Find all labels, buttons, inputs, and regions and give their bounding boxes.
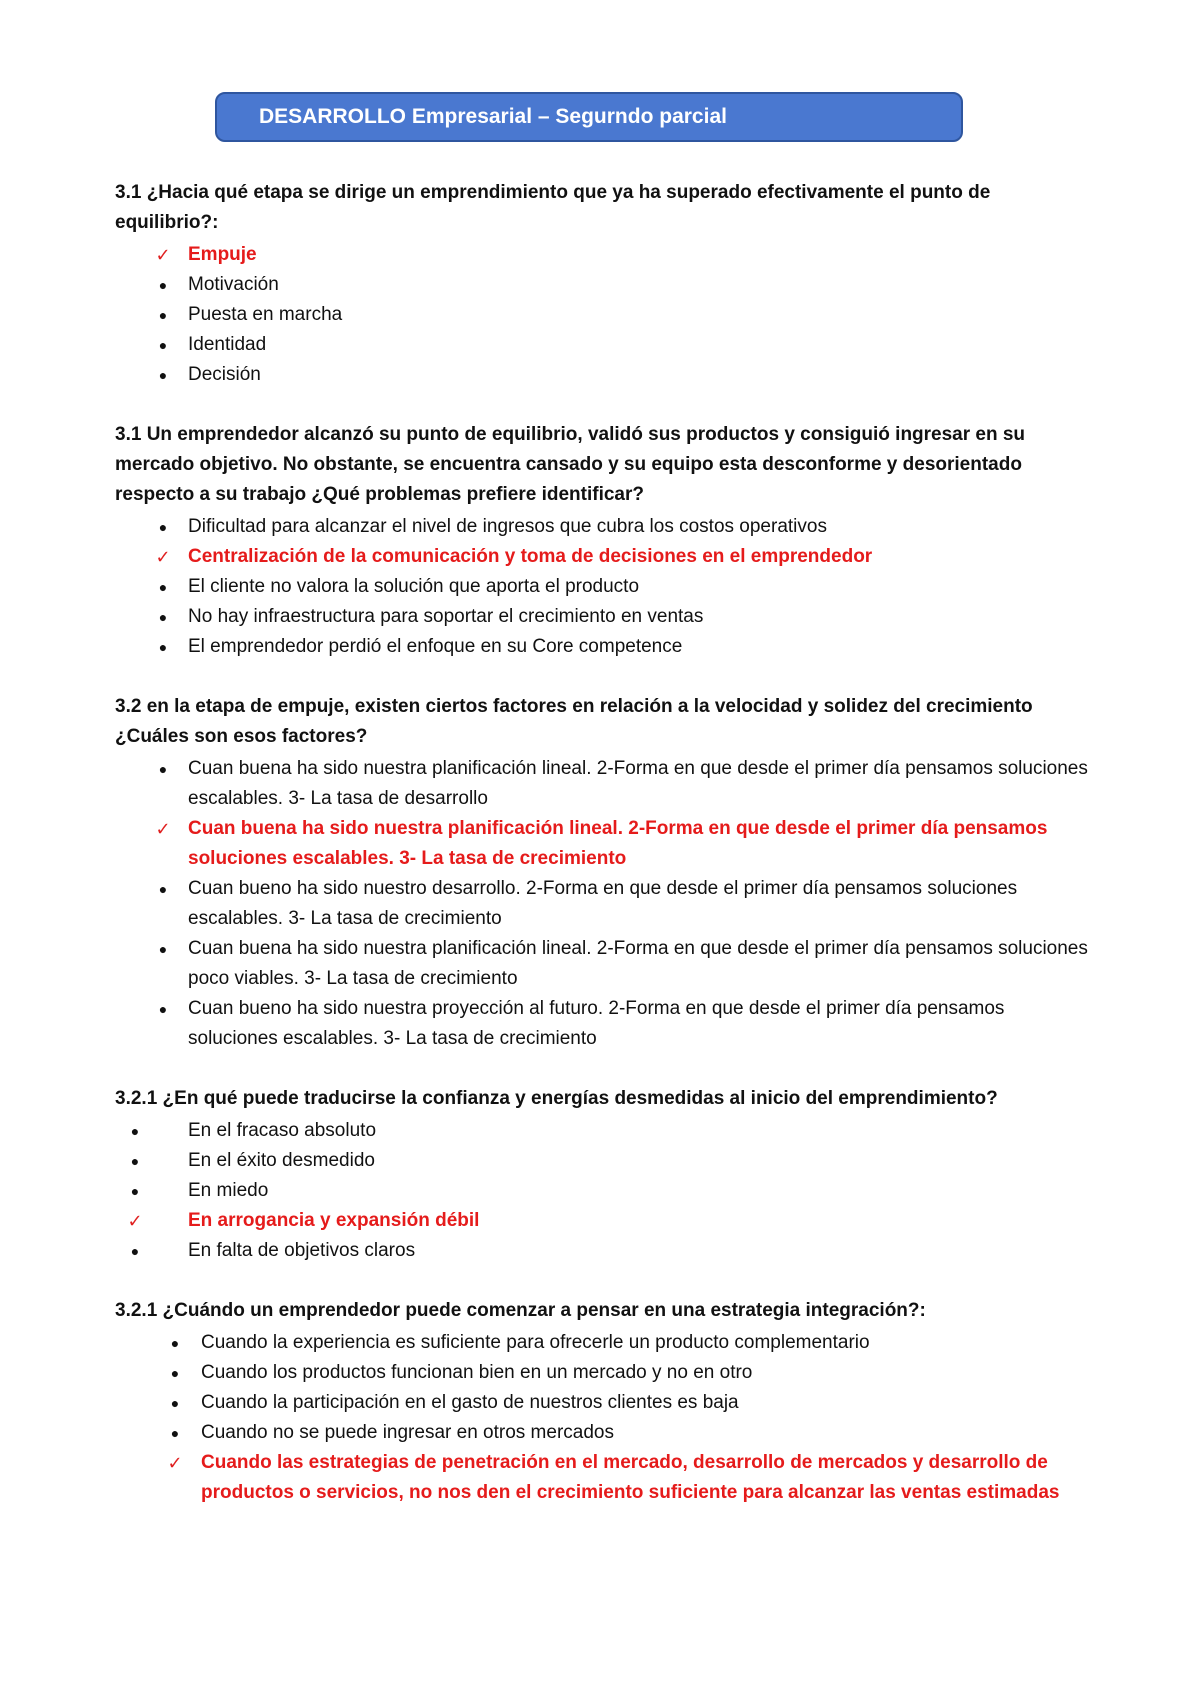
option-text: Cuan buena ha sido nuestra planificación lineal. 2-Forma en que desde el primer día pensamos soluciones escalables. 3- La tasa de desarrollo <box>188 758 1088 809</box>
option-item <box>115 874 1095 934</box>
option-text: Cuan bueno ha sido nuestro desarrollo. 2-Forma en que desde el primer día pensamos soluciones escalables. 3- La tasa de crecimiento <box>188 878 1018 929</box>
option-item <box>115 1116 1095 1146</box>
option-text: Cuando los productos funcionan bien en un mercado y no en otro <box>201 1362 753 1383</box>
option-text: Puesta en marcha <box>188 304 343 325</box>
option-item <box>115 1448 1095 1508</box>
option-item <box>115 1176 1095 1206</box>
option-item <box>115 512 1095 542</box>
bullet-icon: ● <box>130 1123 140 1139</box>
option-item <box>115 330 1095 360</box>
option-text: Cuan bueno ha sido nuestra proyección al futuro. 2-Forma en que desde el primer día pensamos soluciones escalables. 3- La tasa de crecimiento <box>188 998 1005 1049</box>
option-text: No hay infraestructura para soportar el crecimiento en ventas <box>188 606 704 627</box>
bullet-icon: ● <box>158 881 168 897</box>
option-item <box>115 1146 1095 1176</box>
option-text: Cuando las estrategias de penetración en el mercado, desarrollo de mercados y desarrollo de productos o servicios, no nos den el crecimiento suficiente para alcanzar las ventas estimadas <box>201 1452 1060 1503</box>
option-text: En miedo <box>188 1180 269 1201</box>
question-block <box>115 1296 1095 1508</box>
option-item <box>115 1328 1095 1358</box>
checkmark-icon: ✓ <box>155 245 171 265</box>
question-text: 3.2.1 ¿Cuándo un emprendedor puede comenzar a pensar en una estrategia integración?: <box>115 1300 926 1321</box>
option-item <box>115 814 1095 874</box>
bullet-icon: ● <box>130 1243 140 1259</box>
option-text: En arrogancia y expansión débil <box>188 1210 480 1231</box>
question-block <box>115 178 1095 390</box>
option-text: Cuando la experiencia es suficiente para ofrecerle un producto complementario <box>201 1332 870 1353</box>
option-text: En el éxito desmedido <box>188 1150 375 1171</box>
checkmark-icon: ✓ <box>155 547 171 567</box>
option-text: Cuan buena ha sido nuestra planificación lineal. 2-Forma en que desde el primer día pensamos soluciones poco viables. 3- La tasa de crecimiento <box>188 938 1088 989</box>
option-text: El emprendedor perdió el enfoque en su Core competence <box>188 636 683 657</box>
bullet-icon: ● <box>158 337 168 353</box>
option-text: Centralización de la comunicación y toma de decisiones en el emprendedor <box>188 546 873 567</box>
checkmark-icon: ✓ <box>127 1211 143 1231</box>
option-text: Decisión <box>188 364 261 385</box>
bullet-icon: ● <box>158 609 168 625</box>
bullet-icon: ● <box>158 1001 168 1017</box>
bullet-icon: ● <box>170 1365 180 1381</box>
option-item <box>115 1236 1095 1266</box>
option-item <box>115 1206 1095 1236</box>
option-list <box>115 240 1095 390</box>
question-block <box>115 1084 1095 1266</box>
option-list <box>115 1328 1095 1508</box>
question-text: 3.2.1 ¿En qué puede traducirse la confianza y energías desmedidas al inicio del emprendimiento? <box>115 1088 998 1109</box>
bullet-icon: ● <box>158 579 168 595</box>
option-item <box>115 934 1095 994</box>
bullet-icon: ● <box>158 761 168 777</box>
option-item <box>115 360 1095 390</box>
option-text: Motivación <box>188 274 279 295</box>
page-title: DESARROLLO Empresarial – Segurndo parcial <box>259 105 727 128</box>
checkmark-icon: ✓ <box>167 1453 183 1473</box>
bullet-icon: ● <box>158 519 168 535</box>
bullet-icon: ● <box>158 277 168 293</box>
option-item <box>115 994 1095 1054</box>
bullet-icon: ● <box>170 1425 180 1441</box>
option-item <box>115 602 1095 632</box>
option-item <box>115 300 1095 330</box>
option-text: Cuan buena ha sido nuestra planificación lineal. 2-Forma en que desde el primer día pensamos soluciones escalables. 3- La tasa de crecimiento <box>188 818 1048 869</box>
option-text: En el fracaso absoluto <box>188 1120 377 1141</box>
option-text: Cuando no se puede ingresar en otros mercados <box>201 1422 614 1443</box>
option-list <box>115 512 1095 662</box>
bullet-icon: ● <box>130 1183 140 1199</box>
option-item <box>115 1388 1095 1418</box>
option-list <box>115 1116 1095 1266</box>
bullet-icon: ● <box>158 367 168 383</box>
option-item <box>115 542 1095 572</box>
option-text: En falta de objetivos claros <box>188 1240 416 1261</box>
option-text: Cuando la participación en el gasto de nuestros clientes es baja <box>201 1392 739 1413</box>
option-item <box>115 632 1095 662</box>
option-text: Dificultad para alcanzar el nivel de ingresos que cubra los costos operativos <box>188 516 827 537</box>
option-item <box>115 240 1095 270</box>
option-item <box>115 754 1095 814</box>
option-item <box>115 1418 1095 1448</box>
bullet-icon: ● <box>158 941 168 957</box>
question-list <box>115 178 1095 1538</box>
question-text: 3.2 en la etapa de empuje, existen ciertos factores en relación a la velocidad y solidez del crecimiento ¿Cuáles son esos factores? <box>115 696 1033 747</box>
bullet-icon: ● <box>158 639 168 655</box>
option-item <box>115 1358 1095 1388</box>
option-text: Empuje <box>188 244 257 265</box>
question-text: 3.1 ¿Hacia qué etapa se dirige un emprendimiento que ya ha superado efectivamente el punto de equilibrio?: <box>115 182 991 233</box>
bullet-icon: ● <box>158 307 168 323</box>
option-item <box>115 270 1095 300</box>
title-banner <box>215 92 963 142</box>
bullet-icon: ● <box>170 1395 180 1411</box>
checkmark-icon: ✓ <box>155 819 171 839</box>
bullet-icon: ● <box>130 1153 140 1169</box>
question-block <box>115 420 1095 662</box>
bullet-icon: ● <box>170 1335 180 1351</box>
question-block <box>115 692 1095 1054</box>
question-text: 3.1 Un emprendedor alcanzó su punto de equilibrio, validó sus productos y consiguió ingresar en su mercado objetivo. No obstante, se encuentra cansado y su equipo esta desconforme y desorientado respecto a su trabajo ¿Qué problemas prefiere identificar? <box>115 424 1026 505</box>
option-item <box>115 572 1095 602</box>
option-text: El cliente no valora la solución que aporta el producto <box>188 576 640 597</box>
option-text: Identidad <box>188 334 267 355</box>
option-list <box>115 754 1095 1054</box>
